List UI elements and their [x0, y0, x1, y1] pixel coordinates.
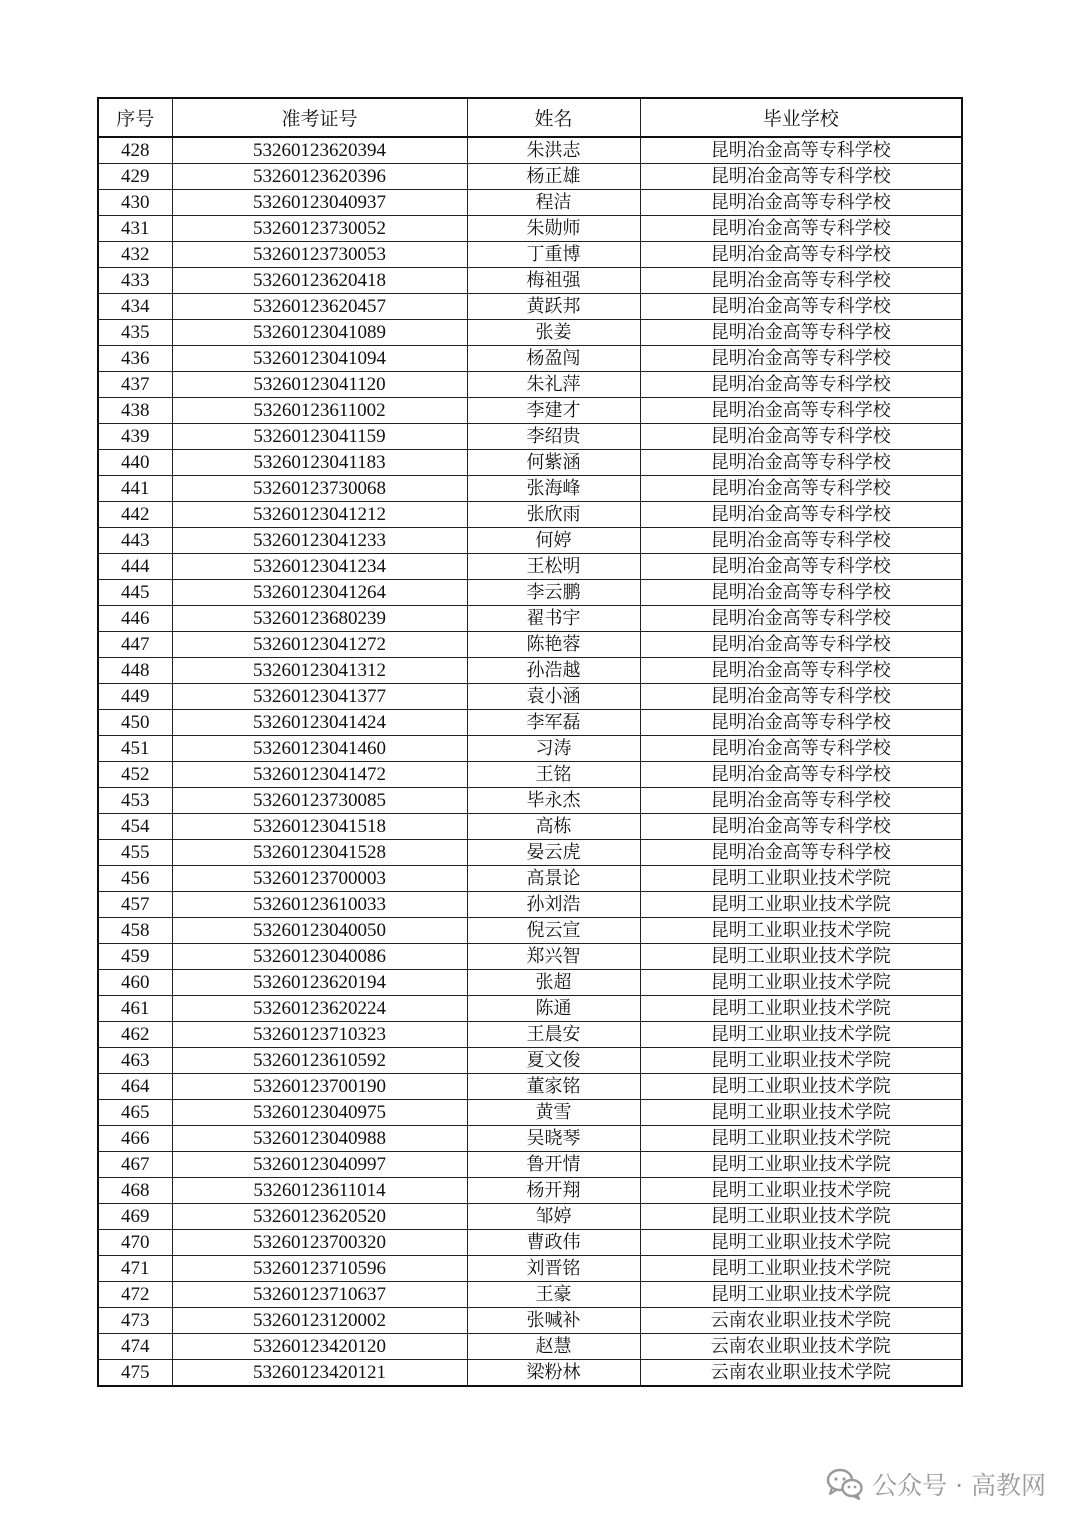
cell-exam-id: 53260123040937 [172, 190, 467, 216]
cell-name: 朱勋师 [467, 216, 640, 242]
table-row [98, 840, 962, 866]
table-row [98, 1308, 962, 1334]
table-row [98, 658, 962, 684]
cell-name: 杨正雄 [467, 164, 640, 190]
cell-name: 杨盈闯 [467, 346, 640, 372]
cell-name: 刘晋铭 [467, 1256, 640, 1282]
header-exam-id: 准考证号 [172, 98, 467, 137]
table-row [98, 606, 962, 632]
cell-seq: 446 [98, 606, 172, 632]
cell-seq: 455 [98, 840, 172, 866]
cell-name: 梁粉林 [467, 1360, 640, 1387]
cell-school: 昆明工业职业技术学院 [640, 892, 962, 918]
cell-exam-id: 53260123611014 [172, 1178, 467, 1204]
cell-seq: 452 [98, 762, 172, 788]
table-row [98, 996, 962, 1022]
cell-exam-id: 53260123620194 [172, 970, 467, 996]
cell-seq: 475 [98, 1360, 172, 1387]
cell-seq: 449 [98, 684, 172, 710]
cell-name: 张欣雨 [467, 502, 640, 528]
cell-seq: 470 [98, 1230, 172, 1256]
cell-seq: 472 [98, 1282, 172, 1308]
cell-seq: 443 [98, 528, 172, 554]
cell-exam-id: 53260123610033 [172, 892, 467, 918]
cell-name: 倪云宣 [467, 918, 640, 944]
cell-exam-id: 53260123040975 [172, 1100, 467, 1126]
cell-exam-id: 53260123710323 [172, 1022, 467, 1048]
cell-name: 李军磊 [467, 710, 640, 736]
cell-school: 昆明冶金高等专科学校 [640, 346, 962, 372]
cell-exam-id: 53260123041233 [172, 528, 467, 554]
cell-school: 昆明冶金高等专科学校 [640, 814, 962, 840]
cell-name: 张喊补 [467, 1308, 640, 1334]
cell-exam-id: 53260123041377 [172, 684, 467, 710]
cell-school: 昆明冶金高等专科学校 [640, 424, 962, 450]
cell-exam-id: 53260123730053 [172, 242, 467, 268]
cell-exam-id: 53260123610592 [172, 1048, 467, 1074]
table-row [98, 1152, 962, 1178]
cell-school: 昆明冶金高等专科学校 [640, 164, 962, 190]
table-row [98, 1048, 962, 1074]
cell-exam-id: 53260123041234 [172, 554, 467, 580]
cell-school: 昆明工业职业技术学院 [640, 1022, 962, 1048]
cell-seq: 434 [98, 294, 172, 320]
cell-seq: 447 [98, 632, 172, 658]
cell-seq: 459 [98, 944, 172, 970]
cell-name: 朱洪志 [467, 137, 640, 164]
cell-name: 吴晓琴 [467, 1126, 640, 1152]
cell-school: 昆明工业职业技术学院 [640, 1178, 962, 1204]
cell-name: 程洁 [467, 190, 640, 216]
cell-school: 昆明冶金高等专科学校 [640, 372, 962, 398]
cell-school: 昆明冶金高等专科学校 [640, 580, 962, 606]
cell-name: 李绍贵 [467, 424, 640, 450]
cell-exam-id: 53260123041183 [172, 450, 467, 476]
cell-seq: 460 [98, 970, 172, 996]
cell-seq: 428 [98, 137, 172, 164]
cell-name: 黄跃邦 [467, 294, 640, 320]
cell-school: 昆明工业职业技术学院 [640, 1282, 962, 1308]
cell-school: 昆明冶金高等专科学校 [640, 320, 962, 346]
cell-exam-id: 53260123040050 [172, 918, 467, 944]
table-row [98, 866, 962, 892]
table-row [98, 762, 962, 788]
table-row [98, 684, 962, 710]
table-row [98, 554, 962, 580]
table-row [98, 346, 962, 372]
cell-school: 昆明工业职业技术学院 [640, 1230, 962, 1256]
cell-school: 昆明工业职业技术学院 [640, 996, 962, 1022]
cell-school: 昆明冶金高等专科学校 [640, 554, 962, 580]
cell-school: 昆明冶金高等专科学校 [640, 450, 962, 476]
cell-seq: 444 [98, 554, 172, 580]
cell-exam-id: 53260123041264 [172, 580, 467, 606]
table-row [98, 398, 962, 424]
cell-seq: 471 [98, 1256, 172, 1282]
cell-seq: 451 [98, 736, 172, 762]
table-body [98, 137, 962, 1386]
table-row [98, 632, 962, 658]
watermark-text: 公众号 · 高教网 [872, 1471, 1046, 1500]
cell-school: 昆明冶金高等专科学校 [640, 606, 962, 632]
cell-name: 孙浩越 [467, 658, 640, 684]
cell-name: 赵慧 [467, 1334, 640, 1360]
cell-school: 昆明工业职业技术学院 [640, 1048, 962, 1074]
table-row [98, 294, 962, 320]
cell-school: 昆明冶金高等专科学校 [640, 242, 962, 268]
cell-school: 昆明工业职业技术学院 [640, 944, 962, 970]
cell-seq: 456 [98, 866, 172, 892]
cell-school: 云南农业职业技术学院 [640, 1334, 962, 1360]
cell-seq: 465 [98, 1100, 172, 1126]
table-row [98, 944, 962, 970]
cell-seq: 450 [98, 710, 172, 736]
wechat-icon [826, 1468, 864, 1500]
cell-exam-id: 53260123700190 [172, 1074, 467, 1100]
cell-exam-id: 53260123620224 [172, 996, 467, 1022]
table-row [98, 528, 962, 554]
table-row [98, 1126, 962, 1152]
cell-exam-id: 53260123041472 [172, 762, 467, 788]
cell-seq: 430 [98, 190, 172, 216]
table-row [98, 710, 962, 736]
cell-exam-id: 53260123730085 [172, 788, 467, 814]
watermark [826, 1466, 1046, 1502]
cell-exam-id: 53260123730052 [172, 216, 467, 242]
table-row [98, 502, 962, 528]
cell-name: 晏云虎 [467, 840, 640, 866]
cell-name: 黄雪 [467, 1100, 640, 1126]
cell-seq: 431 [98, 216, 172, 242]
cell-exam-id: 53260123611002 [172, 398, 467, 424]
cell-name: 王松明 [467, 554, 640, 580]
cell-seq: 474 [98, 1334, 172, 1360]
cell-school: 昆明工业职业技术学院 [640, 1126, 962, 1152]
table-row [98, 1282, 962, 1308]
cell-school: 昆明冶金高等专科学校 [640, 788, 962, 814]
header-seq: 序号 [98, 98, 172, 137]
header-name: 姓名 [467, 98, 640, 137]
cell-seq: 437 [98, 372, 172, 398]
cell-school: 昆明冶金高等专科学校 [640, 476, 962, 502]
cell-seq: 464 [98, 1074, 172, 1100]
table-row [98, 137, 962, 164]
cell-seq: 435 [98, 320, 172, 346]
cell-seq: 473 [98, 1308, 172, 1334]
cell-name: 袁小涵 [467, 684, 640, 710]
cell-seq: 445 [98, 580, 172, 606]
cell-exam-id: 53260123041212 [172, 502, 467, 528]
cell-seq: 441 [98, 476, 172, 502]
cell-school: 昆明冶金高等专科学校 [640, 632, 962, 658]
cell-exam-id: 53260123041424 [172, 710, 467, 736]
cell-school: 昆明冶金高等专科学校 [640, 736, 962, 762]
cell-exam-id: 53260123041460 [172, 736, 467, 762]
cell-school: 昆明冶金高等专科学校 [640, 502, 962, 528]
table-row [98, 242, 962, 268]
cell-exam-id: 53260123041528 [172, 840, 467, 866]
cell-name: 高景论 [467, 866, 640, 892]
cell-school: 昆明工业职业技术学院 [640, 866, 962, 892]
cell-name: 翟书宇 [467, 606, 640, 632]
cell-exam-id: 53260123420120 [172, 1334, 467, 1360]
cell-school: 昆明冶金高等专科学校 [640, 268, 962, 294]
cell-name: 邹婷 [467, 1204, 640, 1230]
table-row [98, 268, 962, 294]
cell-name: 张姜 [467, 320, 640, 346]
table-row [98, 424, 962, 450]
cell-name: 郑兴智 [467, 944, 640, 970]
cell-seq: 442 [98, 502, 172, 528]
cell-name: 曹政伟 [467, 1230, 640, 1256]
cell-name: 王豪 [467, 1282, 640, 1308]
cell-school: 昆明冶金高等专科学校 [640, 658, 962, 684]
cell-name: 习涛 [467, 736, 640, 762]
table-row [98, 1022, 962, 1048]
cell-exam-id: 53260123041518 [172, 814, 467, 840]
cell-school: 昆明冶金高等专科学校 [640, 762, 962, 788]
cell-school: 云南农业职业技术学院 [640, 1308, 962, 1334]
cell-exam-id: 53260123041094 [172, 346, 467, 372]
cell-school: 昆明冶金高等专科学校 [640, 216, 962, 242]
table-row [98, 892, 962, 918]
cell-name: 陈通 [467, 996, 640, 1022]
cell-exam-id: 53260123420121 [172, 1360, 467, 1387]
cell-school: 昆明冶金高等专科学校 [640, 294, 962, 320]
cell-school: 昆明冶金高等专科学校 [640, 528, 962, 554]
cell-seq: 429 [98, 164, 172, 190]
table-header-row [98, 98, 962, 137]
cell-school: 昆明工业职业技术学院 [640, 970, 962, 996]
cell-name: 梅祖强 [467, 268, 640, 294]
table-row [98, 320, 962, 346]
cell-seq: 433 [98, 268, 172, 294]
cell-exam-id: 53260123041312 [172, 658, 467, 684]
cell-exam-id: 53260123041159 [172, 424, 467, 450]
cell-name: 董家铭 [467, 1074, 640, 1100]
cell-name: 陈艳蓉 [467, 632, 640, 658]
cell-exam-id: 53260123680239 [172, 606, 467, 632]
cell-seq: 448 [98, 658, 172, 684]
table-row [98, 476, 962, 502]
table-row [98, 1074, 962, 1100]
cell-exam-id: 53260123040086 [172, 944, 467, 970]
cell-exam-id: 53260123620396 [172, 164, 467, 190]
cell-exam-id: 53260123620418 [172, 268, 467, 294]
cell-school: 昆明冶金高等专科学校 [640, 840, 962, 866]
cell-school: 昆明冶金高等专科学校 [640, 398, 962, 424]
cell-school: 云南农业职业技术学院 [640, 1360, 962, 1387]
cell-exam-id: 53260123040997 [172, 1152, 467, 1178]
table-row [98, 970, 962, 996]
cell-seq: 438 [98, 398, 172, 424]
table-row [98, 450, 962, 476]
cell-name: 何婷 [467, 528, 640, 554]
cell-school: 昆明冶金高等专科学校 [640, 684, 962, 710]
cell-name: 王晨安 [467, 1022, 640, 1048]
cell-exam-id: 53260123700320 [172, 1230, 467, 1256]
cell-exam-id: 53260123041120 [172, 372, 467, 398]
cell-school: 昆明工业职业技术学院 [640, 1256, 962, 1282]
cell-name: 鲁开情 [467, 1152, 640, 1178]
table-row [98, 1230, 962, 1256]
cell-school: 昆明冶金高等专科学校 [640, 710, 962, 736]
cell-seq: 466 [98, 1126, 172, 1152]
cell-seq: 439 [98, 424, 172, 450]
cell-seq: 436 [98, 346, 172, 372]
cell-name: 高栋 [467, 814, 640, 840]
cell-exam-id: 53260123700003 [172, 866, 467, 892]
cell-name: 李建才 [467, 398, 640, 424]
table-row [98, 580, 962, 606]
cell-exam-id: 53260123041089 [172, 320, 467, 346]
table-row [98, 1100, 962, 1126]
cell-school: 昆明工业职业技术学院 [640, 918, 962, 944]
cell-name: 李云鹏 [467, 580, 640, 606]
cell-seq: 454 [98, 814, 172, 840]
table-row [98, 918, 962, 944]
cell-name: 毕永杰 [467, 788, 640, 814]
table-row [98, 190, 962, 216]
cell-seq: 458 [98, 918, 172, 944]
cell-exam-id: 53260123730068 [172, 476, 467, 502]
cell-seq: 462 [98, 1022, 172, 1048]
cell-exam-id: 53260123710637 [172, 1282, 467, 1308]
cell-school: 昆明冶金高等专科学校 [640, 137, 962, 164]
table-row [98, 216, 962, 242]
table-row [98, 1256, 962, 1282]
cell-school: 昆明工业职业技术学院 [640, 1100, 962, 1126]
header-school: 毕业学校 [640, 98, 962, 137]
table-row [98, 788, 962, 814]
cell-name: 何紫涵 [467, 450, 640, 476]
cell-exam-id: 53260123620520 [172, 1204, 467, 1230]
table-row [98, 1360, 962, 1387]
cell-exam-id: 53260123041272 [172, 632, 467, 658]
cell-seq: 432 [98, 242, 172, 268]
cell-seq: 468 [98, 1178, 172, 1204]
table-row [98, 1334, 962, 1360]
cell-school: 昆明工业职业技术学院 [640, 1204, 962, 1230]
cell-exam-id: 53260123620457 [172, 294, 467, 320]
admission-roster-table [97, 97, 963, 1387]
cell-seq: 463 [98, 1048, 172, 1074]
cell-exam-id: 53260123120002 [172, 1308, 467, 1334]
cell-name: 杨开翔 [467, 1178, 640, 1204]
cell-name: 朱礼萍 [467, 372, 640, 398]
cell-school: 昆明冶金高等专科学校 [640, 190, 962, 216]
cell-seq: 453 [98, 788, 172, 814]
cell-seq: 467 [98, 1152, 172, 1178]
cell-exam-id: 53260123710596 [172, 1256, 467, 1282]
table-row [98, 164, 962, 190]
cell-name: 张海峰 [467, 476, 640, 502]
table-row [98, 736, 962, 762]
cell-name: 孙刘浩 [467, 892, 640, 918]
table-row [98, 372, 962, 398]
cell-name: 王铭 [467, 762, 640, 788]
cell-name: 张超 [467, 970, 640, 996]
cell-school: 昆明工业职业技术学院 [640, 1152, 962, 1178]
table-row [98, 1204, 962, 1230]
table-row [98, 814, 962, 840]
cell-school: 昆明工业职业技术学院 [640, 1074, 962, 1100]
cell-seq: 469 [98, 1204, 172, 1230]
cell-exam-id: 53260123040988 [172, 1126, 467, 1152]
cell-name: 夏文俊 [467, 1048, 640, 1074]
cell-seq: 440 [98, 450, 172, 476]
cell-seq: 461 [98, 996, 172, 1022]
cell-exam-id: 53260123620394 [172, 137, 467, 164]
cell-name: 丁重博 [467, 242, 640, 268]
cell-seq: 457 [98, 892, 172, 918]
table-row [98, 1178, 962, 1204]
